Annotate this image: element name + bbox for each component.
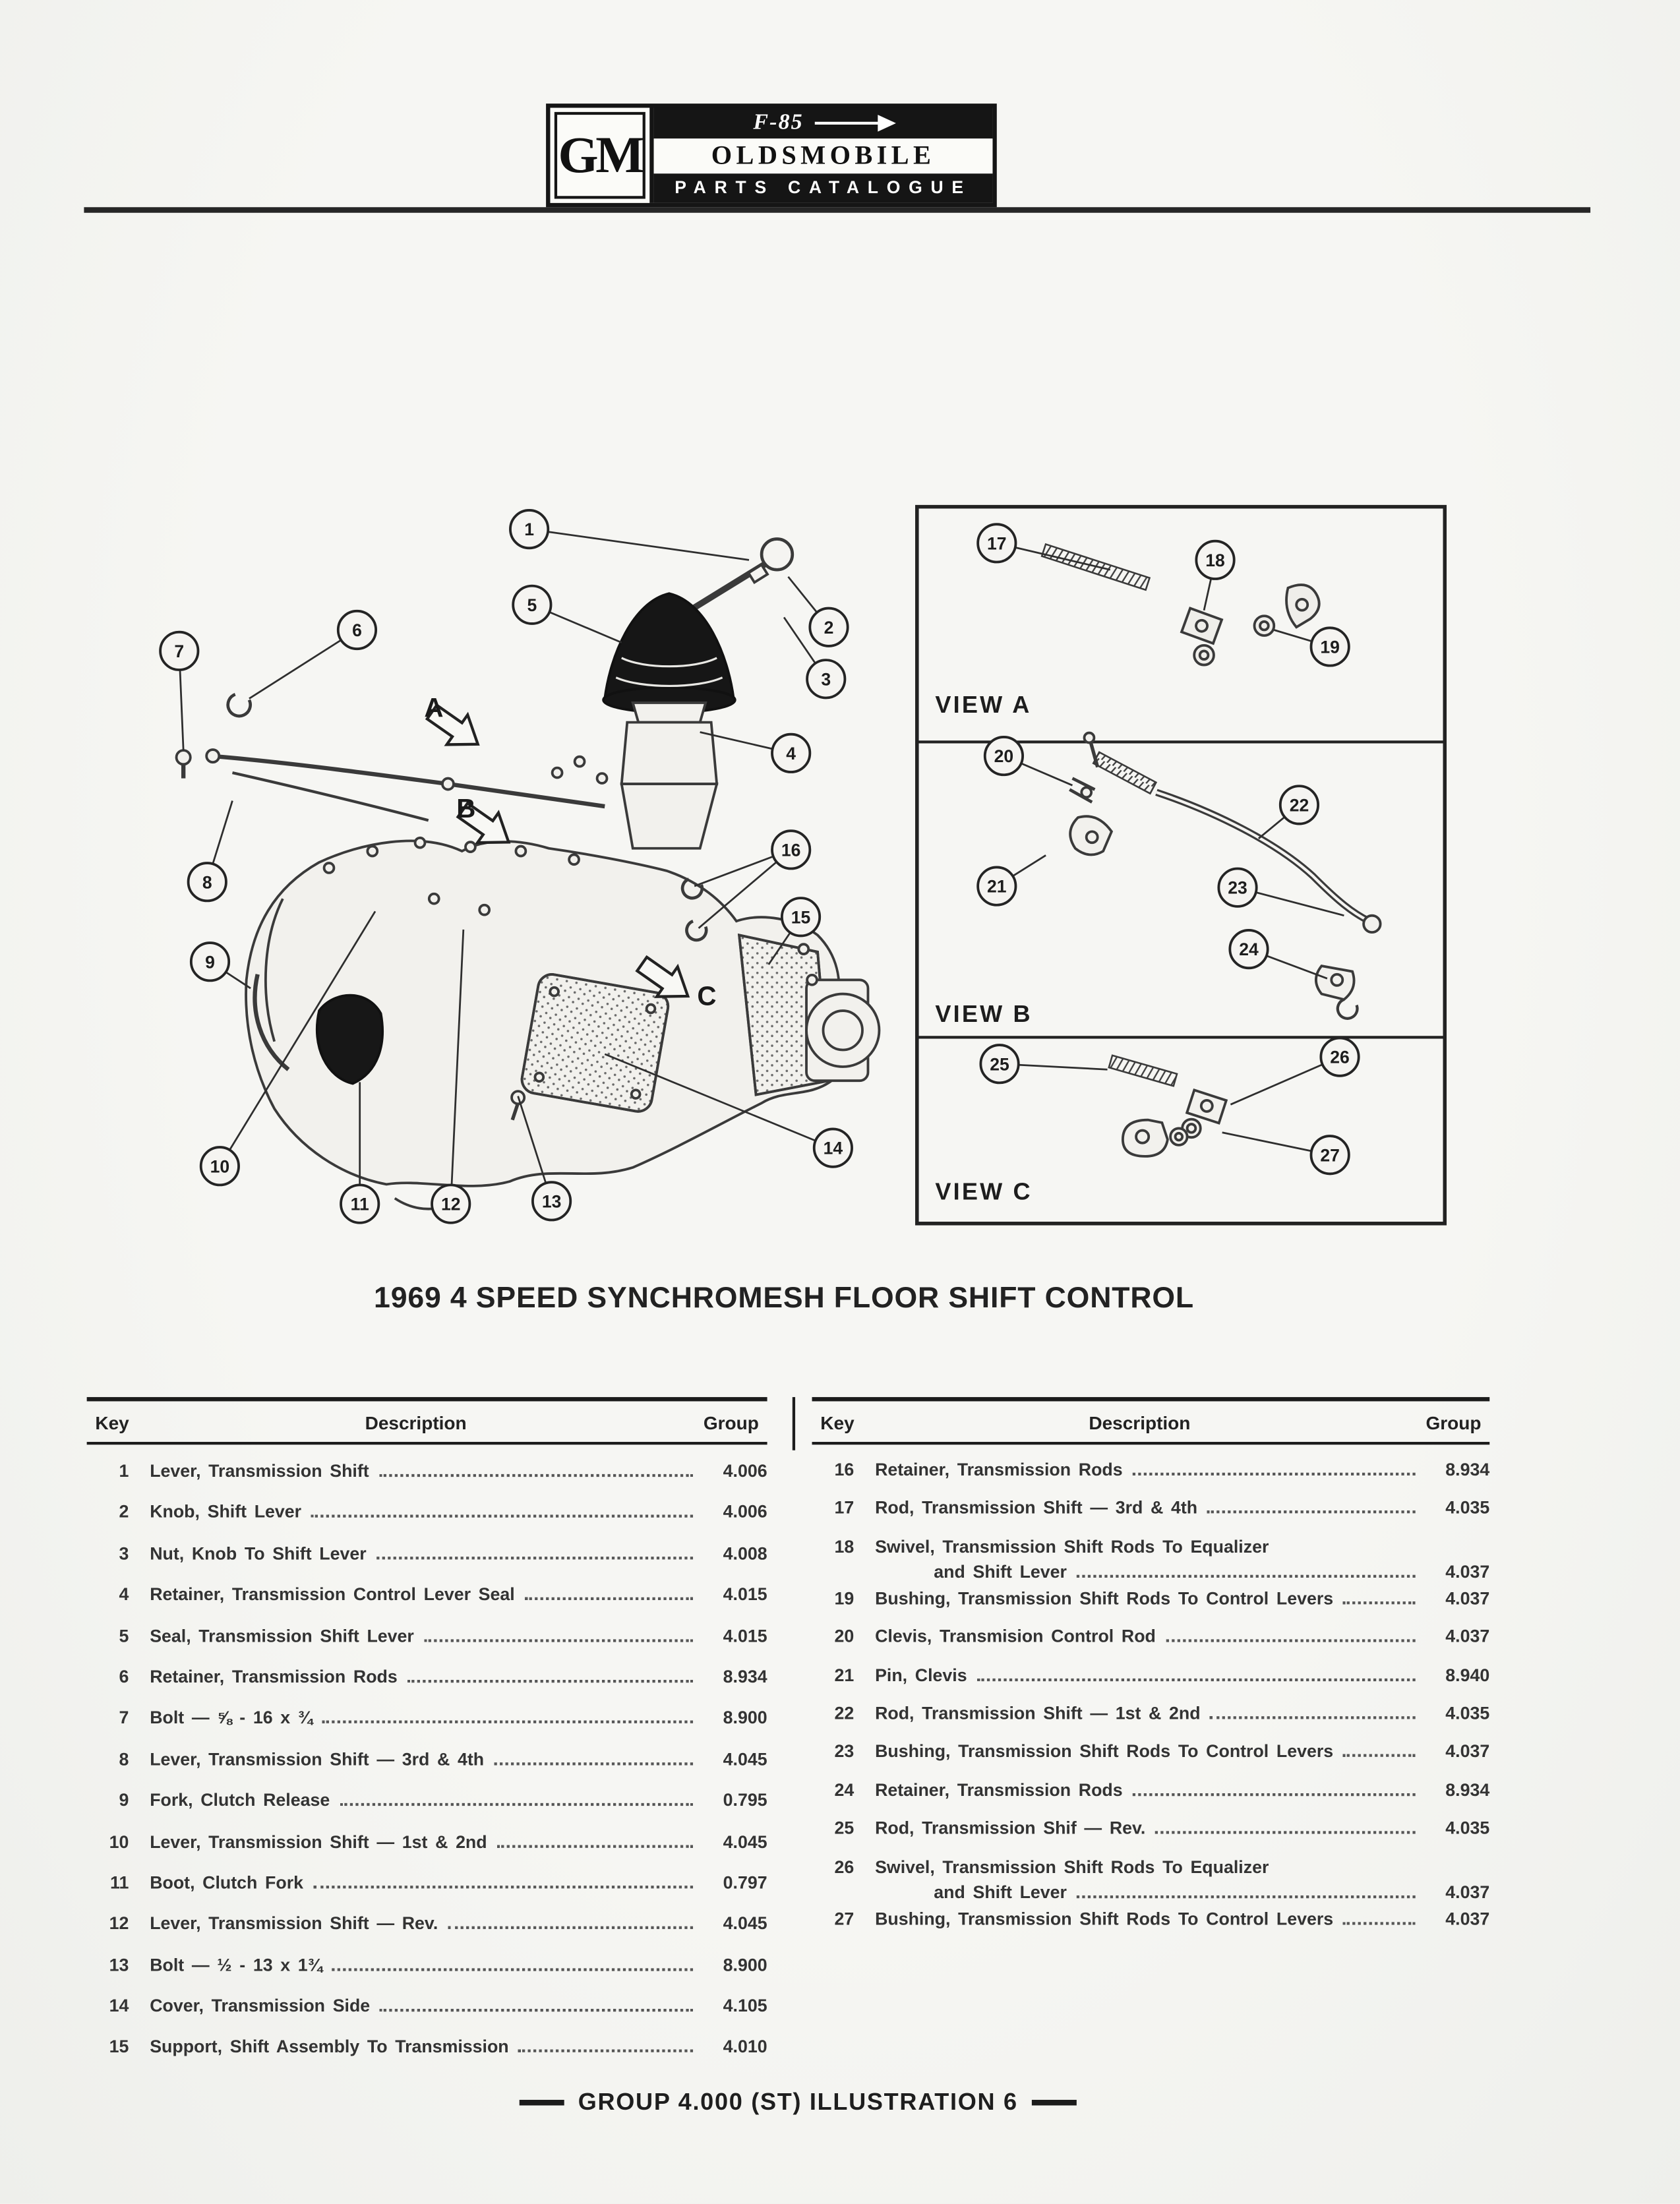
part-group: 4.010: [723, 2037, 767, 2058]
part-key: 9: [119, 1791, 129, 1810]
svg-text:16: 16: [781, 840, 801, 860]
part-description: Seal, Transmission Shift Lever: [150, 1626, 414, 1646]
svg-text:23: 23: [1228, 878, 1247, 898]
part-description: Rod, Transmission Shift — 1st & 2nd: [875, 1703, 1201, 1723]
part-key: 1: [119, 1461, 129, 1481]
callout-1: [510, 510, 548, 548]
dotted-leader: [1077, 1574, 1416, 1577]
part-description: Retainer, Transmission Control Lever Seal: [150, 1584, 515, 1605]
svg-text:17: 17: [987, 533, 1007, 554]
part-group: 4.105: [723, 1996, 767, 2016]
part-row: [812, 1850, 1490, 1902]
callout-25: [980, 1045, 1018, 1083]
callout-7: [160, 632, 198, 670]
callout-10: [201, 1147, 239, 1185]
part-group: 4.008: [723, 1543, 767, 1564]
part-description: Support, Shift Assembly To Transmission: [150, 2037, 509, 2058]
part-group: 4.037: [1445, 1742, 1490, 1762]
svg-text:10: 10: [210, 1156, 230, 1177]
dotted-leader: [424, 1638, 693, 1641]
part-group: 4.035: [1445, 1818, 1490, 1839]
callout-19: [1311, 628, 1348, 665]
part-group: 4.045: [723, 1832, 767, 1852]
part-key: 2: [119, 1503, 129, 1522]
part-row: [812, 1902, 1490, 1940]
svg-text:8: 8: [202, 872, 212, 893]
part-group: 4.037: [1445, 1562, 1490, 1582]
part-key: 14: [109, 1996, 129, 2016]
svg-text:6: 6: [352, 620, 362, 641]
dotted-leader: [448, 1926, 693, 1929]
part-description: Swivel, Transmission Shift Rods To Equalizer: [875, 1536, 1269, 1557]
dotted-leader: [1343, 1921, 1416, 1924]
part-key: 25: [834, 1818, 855, 1839]
part-group: 0.795: [723, 1791, 767, 1810]
svg-text:11: 11: [350, 1194, 369, 1214]
part-row: [812, 1812, 1490, 1850]
part-group: 4.015: [723, 1584, 767, 1605]
part-description: Lever, Transmission Shift: [150, 1461, 369, 1481]
svg-text:13: 13: [541, 1191, 562, 1212]
section-letter-c: C: [697, 980, 717, 1011]
svg-text:4: 4: [786, 743, 796, 763]
part-group: 4.037: [1445, 1909, 1490, 1928]
part-row: [87, 1494, 767, 1535]
part-row: [812, 1491, 1490, 1530]
part-row: [812, 1658, 1490, 1696]
svg-text:1: 1: [524, 520, 535, 540]
callout-22: [1280, 786, 1318, 823]
section-letter-a: A: [424, 692, 444, 723]
part-description: Knob, Shift Lever: [150, 1503, 302, 1522]
header-divider: [84, 207, 1590, 212]
svg-text:3: 3: [821, 669, 831, 690]
dotted-leader: [1343, 1601, 1416, 1604]
part-description: Retainer, Transmission Rods: [875, 1460, 1123, 1480]
view-a-art: [1042, 544, 1319, 665]
part-description: Lever, Transmission Shift — 3rd & 4th: [150, 1749, 485, 1770]
svg-text:7: 7: [174, 641, 185, 661]
part-description: Lever, Transmission Shift — 1st & 2nd: [150, 1832, 487, 1852]
footer-rule-left: [520, 2100, 564, 2105]
part-key: 27: [834, 1909, 855, 1928]
table-header: [87, 1397, 767, 1445]
dotted-leader: [1077, 1895, 1416, 1897]
section-letter-b: B: [456, 793, 476, 824]
group-header: Group: [1425, 1412, 1482, 1434]
group-header: Group: [703, 1412, 759, 1434]
svg-text:14: 14: [823, 1138, 843, 1158]
callout-18: [1196, 541, 1234, 579]
part-row: [87, 1782, 767, 1823]
part-key: 6: [119, 1667, 129, 1687]
part-key: 13: [109, 1955, 129, 1975]
part-key: 7: [119, 1708, 129, 1728]
svg-text:22: 22: [1289, 795, 1309, 816]
part-description: Pin, Clevis: [875, 1665, 967, 1685]
part-description: Clevis, Transmision Control Rod: [875, 1626, 1156, 1647]
part-key: 21: [834, 1665, 855, 1685]
dotted-leader: [519, 2050, 694, 2053]
part-key: 10: [109, 1832, 129, 1852]
dotted-leader: [311, 1515, 693, 1518]
svg-text:18: 18: [1205, 550, 1225, 570]
table-header: [812, 1397, 1490, 1445]
part-description: Lever, Transmission Shift — Rev.: [150, 1914, 438, 1934]
callout-20: [985, 737, 1023, 775]
dotted-leader: [322, 1721, 693, 1723]
catalogue-label: PARTS CATALOGUE: [675, 178, 972, 198]
part-row: [87, 1824, 767, 1864]
brand-name: OLDSMOBILE: [711, 140, 936, 171]
table-rows: [87, 1445, 767, 2070]
part-description: Rod, Transmission Shift — 3rd & 4th: [875, 1498, 1198, 1518]
part-group: 4.045: [723, 1749, 767, 1770]
part-group: 4.015: [723, 1626, 767, 1646]
part-group: 4.037: [1445, 1588, 1490, 1609]
part-row: [87, 1905, 767, 1946]
callout-6: [338, 611, 376, 649]
part-row: [87, 1576, 767, 1617]
part-description: Boot, Clutch Fork: [150, 1872, 303, 1893]
part-key: 22: [834, 1703, 855, 1723]
svg-text:5: 5: [527, 595, 537, 615]
callout-26: [1321, 1038, 1358, 1075]
part-key: 18: [834, 1536, 855, 1557]
dotted-leader: [407, 1680, 693, 1683]
part-row: [812, 1453, 1490, 1491]
svg-text:21: 21: [987, 876, 1007, 897]
part-row: [812, 1530, 1490, 1582]
callout-17: [978, 524, 1015, 562]
part-group: 4.035: [1445, 1498, 1490, 1518]
description-header: Description: [1089, 1412, 1191, 1434]
part-row: [812, 1735, 1490, 1773]
dotted-leader: [976, 1678, 1415, 1681]
part-key: 23: [834, 1742, 855, 1762]
callout-8: [189, 863, 226, 901]
brand-banner: [654, 139, 993, 173]
arrow-icon: [815, 122, 893, 125]
svg-text:12: 12: [440, 1194, 461, 1214]
dotted-leader: [1166, 1640, 1416, 1642]
table-divider: [793, 1397, 795, 1450]
header-strips: [654, 107, 993, 202]
part-row: [87, 1700, 767, 1741]
svg-text:25: 25: [990, 1054, 1009, 1075]
part-key: 8: [119, 1749, 129, 1770]
callout-3: [807, 660, 845, 698]
part-description: Bolt — ½ - 13 x 1¾: [150, 1955, 322, 1975]
f85-banner: [654, 107, 993, 138]
part-key: 3: [119, 1543, 129, 1564]
dotted-leader: [525, 1597, 693, 1600]
description-header: Description: [365, 1412, 467, 1434]
footer-rule-right: [1032, 2100, 1077, 2105]
callout-14: [814, 1129, 852, 1166]
page-footer: [0, 2089, 1596, 2116]
part-description: and Shift Lever: [934, 1562, 1067, 1582]
dotted-leader: [332, 1968, 693, 1971]
illustration-title: 1969 4 SPEED SYNCHROMESH FLOOR SHIFT CONTROL: [374, 1282, 1195, 1315]
transmission-case-art: [246, 757, 879, 1212]
view-c-art: [1109, 1056, 1226, 1156]
gm-logo-frame: [555, 112, 645, 199]
callout-27: [1311, 1136, 1348, 1174]
part-row: [812, 1620, 1490, 1658]
f85-script-text: F-85: [753, 111, 804, 135]
dotted-leader: [1343, 1754, 1416, 1757]
callout-12: [432, 1185, 469, 1222]
part-row: [87, 1864, 767, 1905]
catalogue-banner: [654, 173, 993, 203]
svg-text:20: 20: [994, 746, 1014, 767]
part-description: and Shift Lever: [934, 1882, 1067, 1902]
part-group: 4.045: [723, 1914, 767, 1934]
callout-15: [782, 898, 820, 936]
footer-text: GROUP 4.000 (ST) ILLUSTRATION 6: [578, 2089, 1018, 2116]
view-a-label: VIEW A: [935, 690, 1032, 718]
part-row: [87, 1947, 767, 1988]
header-logo-box: [546, 104, 997, 207]
exploded-diagram: [0, 476, 1680, 1260]
dotted-leader: [340, 1803, 693, 1806]
dotted-leader: [496, 1845, 693, 1847]
part-description: Swivel, Transmission Shift Rods To Equalizer: [875, 1857, 1269, 1877]
part-row: [812, 1582, 1490, 1620]
svg-text:19: 19: [1320, 637, 1340, 657]
part-description: Bolt — ⅝ - 16 x ¾: [150, 1708, 313, 1728]
part-group: 4.006: [723, 1503, 767, 1522]
part-key: 12: [109, 1914, 129, 1934]
dotted-leader: [1133, 1793, 1416, 1795]
callout-4: [772, 734, 810, 772]
part-row: [87, 1659, 767, 1700]
callout-2: [810, 609, 847, 646]
dotted-leader: [1155, 1832, 1415, 1834]
part-group: 8.940: [1445, 1665, 1490, 1685]
part-group: 4.006: [723, 1461, 767, 1481]
part-key: 17: [834, 1498, 855, 1518]
part-row: [87, 1535, 767, 1576]
part-description: Rod, Transmission Shif — Rev.: [875, 1818, 1146, 1839]
gm-logo-text: GM: [558, 127, 642, 185]
part-row: [87, 1988, 767, 2029]
dotted-leader: [380, 2009, 693, 2011]
view-b-label: VIEW B: [935, 1000, 1033, 1028]
part-row: [87, 1453, 767, 1494]
callout-24: [1230, 930, 1267, 968]
gm-logo: [550, 107, 653, 202]
part-group: 4.037: [1445, 1882, 1490, 1902]
dotted-leader: [1210, 1716, 1415, 1719]
callout-11: [341, 1185, 378, 1222]
part-key: 19: [834, 1588, 855, 1609]
dotted-leader: [494, 1762, 693, 1765]
part-row: [812, 1773, 1490, 1812]
part-key: 15: [109, 2037, 129, 2058]
dotted-leader: [1207, 1511, 1416, 1514]
table-rows: [812, 1445, 1490, 1940]
svg-text:2: 2: [824, 617, 834, 638]
callout-9: [191, 943, 229, 980]
part-group: 8.934: [723, 1667, 767, 1687]
parts-table-right: [812, 1397, 1490, 1940]
callout-23: [1218, 869, 1256, 907]
dotted-leader: [1133, 1473, 1416, 1475]
part-group: 8.934: [1445, 1460, 1490, 1480]
part-description: Bushing, Transmission Shift Rods To Control Levers: [875, 1588, 1334, 1609]
views-frame: [917, 507, 1445, 1224]
part-row: [87, 1618, 767, 1659]
part-group: 0.797: [723, 1872, 767, 1893]
svg-text:15: 15: [791, 907, 811, 928]
part-key: 24: [834, 1780, 855, 1801]
part-key: 11: [110, 1872, 129, 1893]
dotted-leader: [376, 1557, 694, 1559]
part-description: Fork, Clutch Release: [150, 1791, 330, 1810]
part-description: Cover, Transmission Side: [150, 1996, 371, 2016]
callout-5: [513, 586, 551, 624]
callout-16: [772, 831, 810, 868]
part-description: Retainer, Transmission Rods: [150, 1667, 398, 1687]
part-group: 4.035: [1445, 1703, 1490, 1723]
part-group: 8.900: [723, 1708, 767, 1728]
part-group: 4.037: [1445, 1626, 1490, 1647]
part-group: 8.900: [723, 1955, 767, 1975]
part-description: Nut, Knob To Shift Lever: [150, 1543, 367, 1564]
dotted-leader: [313, 1886, 693, 1888]
part-row: [87, 2029, 767, 2070]
view-c-label: VIEW C: [935, 1177, 1033, 1205]
svg-text:24: 24: [1239, 939, 1259, 960]
svg-text:27: 27: [1320, 1145, 1340, 1166]
part-key: 4: [119, 1584, 129, 1605]
part-group: 8.934: [1445, 1780, 1490, 1801]
callout-21: [978, 867, 1015, 905]
callout-13: [533, 1182, 570, 1220]
part-description: Bushing, Transmission Shift Rods To Control Levers: [875, 1742, 1334, 1762]
part-description: Bushing, Transmission Shift Rods To Control Levers: [875, 1909, 1334, 1928]
part-description: Retainer, Transmission Rods: [875, 1780, 1123, 1801]
key-header: Key: [95, 1412, 129, 1434]
parts-table-left: [87, 1397, 767, 2070]
part-key: 20: [834, 1626, 855, 1647]
dotted-leader: [379, 1474, 694, 1477]
part-key: 26: [834, 1857, 855, 1877]
key-header: Key: [820, 1412, 855, 1434]
part-key: 5: [119, 1626, 129, 1646]
part-key: 16: [834, 1460, 855, 1480]
part-row: [812, 1696, 1490, 1735]
part-row: [87, 1741, 767, 1782]
svg-text:26: 26: [1330, 1047, 1350, 1067]
svg-text:9: 9: [205, 952, 215, 972]
